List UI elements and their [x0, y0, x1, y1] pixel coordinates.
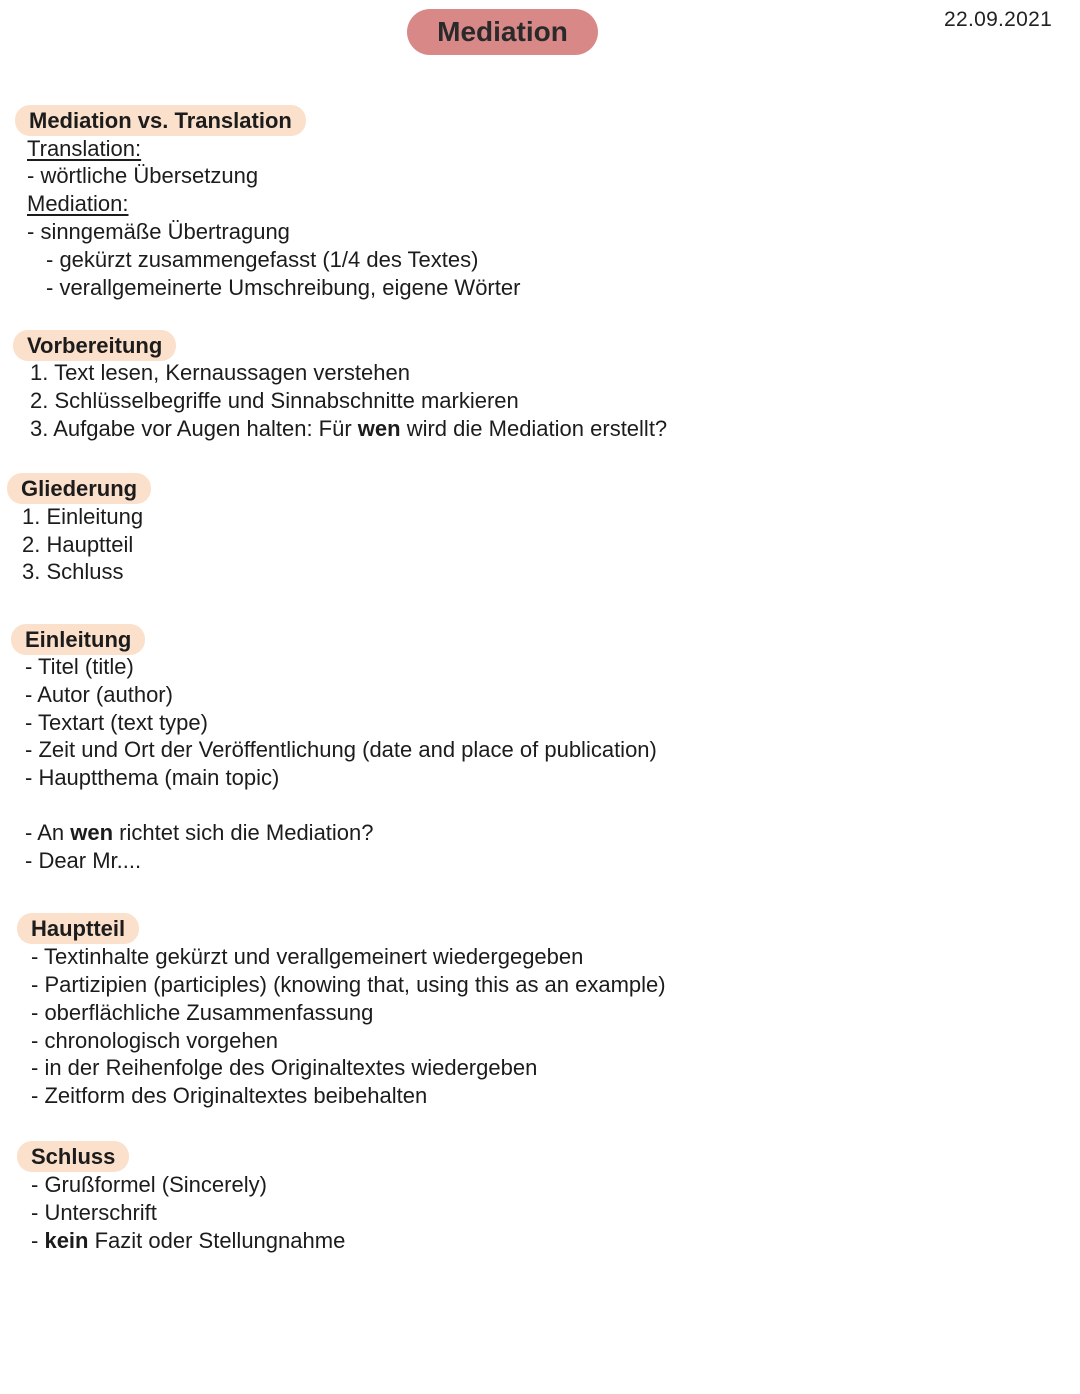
list-item: - Grußformel (Sincerely): [31, 1172, 267, 1197]
list-item: - Autor (author): [25, 682, 173, 707]
list-item: - sinngemäße Übertragung: [27, 219, 290, 244]
heading-gliederung: Gliederung: [7, 473, 151, 504]
list-item: - Hauptthema (main topic): [25, 765, 280, 790]
list-item: 2. Schlüsselbegriffe und Sinnabschnitte markieren: [30, 388, 519, 413]
list-item: - Titel (title): [25, 654, 134, 679]
heading-einleitung: Einleitung: [11, 624, 145, 655]
list-item: - chronologisch vorgehen: [31, 1028, 279, 1053]
list-item: - Partizipien (participles) (knowing that, using this as an example): [31, 972, 666, 997]
list-item: - in der Reihenfolge des Originaltextes wiedergeben: [31, 1055, 538, 1080]
heading-vorbereitung: Vorbereitung: [13, 330, 176, 361]
list-item: - Textinhalte gekürzt und verallgemeinert wiedergegeben: [31, 944, 584, 969]
list-item: 3. Schluss: [22, 559, 124, 584]
translation-label: Translation:: [27, 136, 142, 161]
list-item: - Zeit und Ort der Veröffentlichung (date and place of publication): [25, 737, 657, 762]
list-item: - kein Fazit oder Stellungnahme: [31, 1228, 346, 1253]
list-item: - Unterschrift: [31, 1200, 157, 1225]
list-item: - An wen richtet sich die Mediation?: [25, 820, 374, 845]
list-item: - wörtliche Übersetzung: [27, 163, 259, 188]
list-item: 2. Hauptteil: [22, 532, 134, 557]
list-item: - Textart (text type): [25, 710, 208, 735]
list-item: 3. Aufgabe vor Augen halten: Für wen wird die Mediation erstellt?: [30, 416, 668, 441]
list-item: - Zeitform des Originaltextes beibehalten: [31, 1083, 428, 1108]
heading-schluss: Schluss: [17, 1141, 129, 1172]
list-item: - oberflächliche Zusammenfassung: [31, 1000, 374, 1025]
list-item: - Dear Mr....: [25, 848, 142, 873]
list-item: 1. Text lesen, Kernaussagen verstehen: [30, 360, 410, 385]
list-item: - verallgemeinerte Umschreibung, eigene Wörter: [46, 275, 521, 300]
heading-mediation-vs-translation: Mediation vs. Translation: [15, 105, 306, 136]
heading-hauptteil: Hauptteil: [17, 913, 139, 944]
date: 22.09.2021: [944, 8, 1053, 31]
page-title: Mediation: [407, 9, 598, 55]
list-item: 1. Einleitung: [22, 504, 144, 529]
mediation-label: Mediation:: [27, 191, 129, 216]
list-item: - gekürzt zusammengefasst (1/4 des Textes): [46, 247, 479, 272]
